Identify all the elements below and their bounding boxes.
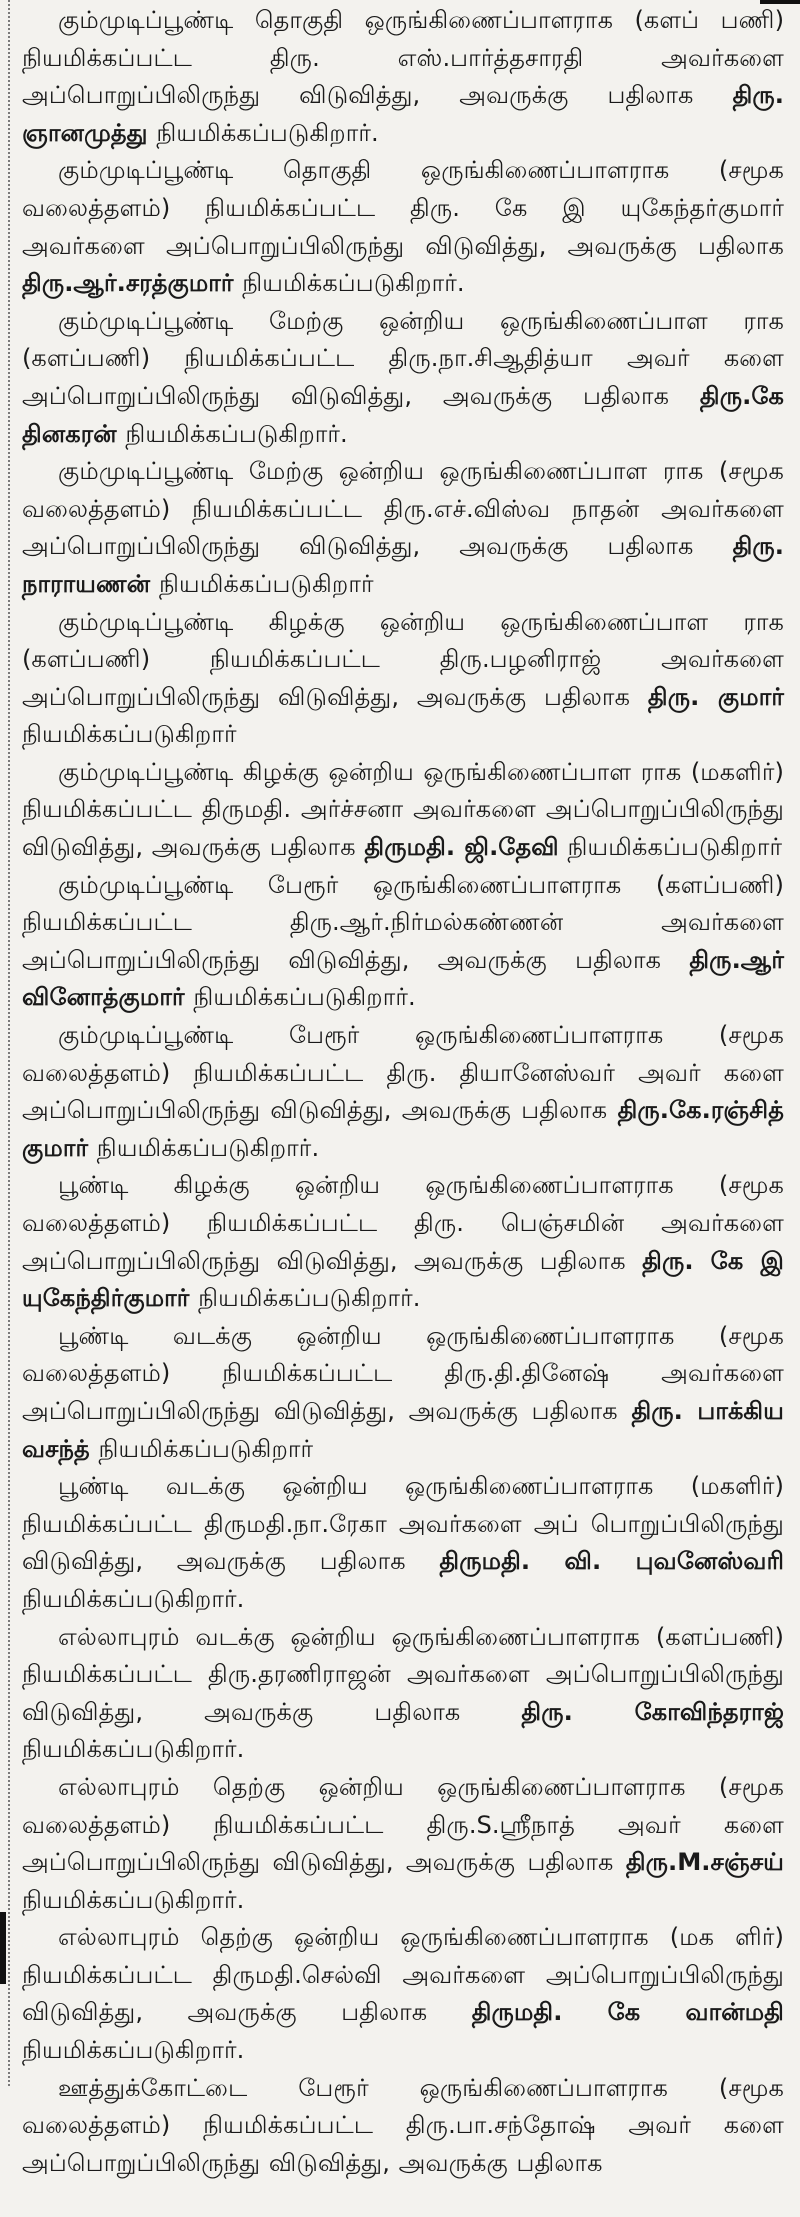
paragraph-text: ஊத்துக்கோட்டை பேரூர் ஒருங்கிணைப்பாளராக (சமூக வலைத்தளம்) நியமிக்கப்பட்ட திரு.பா.சந்தோஷ் அவர் களை அப்பொறுப்பிலிருந்து விடுவித்து, அவருக்கு பதிலாக	[22, 2073, 784, 2177]
paragraph-suffix: நியமிக்கப்படுகிறார்.	[22, 1584, 245, 1613]
paragraph-suffix: நியமிக்கப்படுகிறார்	[150, 569, 374, 598]
appointee-name: திரு. கே இ யுகேந்திர்குமார்	[22, 1246, 784, 1313]
paragraph	[22, 152, 784, 302]
paragraph-truncated	[22, 2070, 784, 2217]
appointee-name: திரு. கோவிந்தராஜ்	[521, 1697, 784, 1726]
paragraph-suffix: நியமிக்கப்படுகிறார்.	[184, 983, 416, 1012]
margin-mark	[0, 1912, 6, 1984]
appointee-name: திருமதி. ஜி.தேவி	[364, 833, 559, 862]
paragraph	[22, 1919, 784, 2069]
paragraph	[22, 303, 784, 453]
paragraph-text: கும்முடிப்பூண்டி மேற்கு ஒன்றிய ஒருங்கிணைப்பாள ராக (சமூக வலைத்தளம்) நியமிக்கப்பட்ட திரு.எச்.விஸ்வ நாதன் அவர்களை அப்பொறுப்பிலிருந்து விடுவித்து, அவருக்கு பதிலாக	[22, 457, 784, 561]
paragraph	[22, 1468, 784, 1618]
column-divider	[8, 0, 10, 2086]
paragraph-text: பூண்டி வடக்கு ஒன்றிய ஒருங்கிணைப்பாளராக (மகளிர்) நியமிக்கப்பட்ட திருமதி.நா.ரேகா அவர்களை அப் பொறுப்பிலிருந்து விடுவித்து, அவருக்கு பதிலாக	[22, 1472, 784, 1576]
appointee-name: திரு.M.சஞ்சய்	[625, 1848, 784, 1877]
paragraph-text: கும்முடிப்பூண்டி மேற்கு ஒன்றிய ஒருங்கிணைப்பாள ராக (களப்பணி) நியமிக்கப்பட்ட திரு.நா.சிஆதித்யா அவர் களை அப்பொறுப்பிலிருந்து விடுவித்து, அவருக்கு பதிலாக	[22, 306, 784, 410]
paragraph-text: கும்முடிப்பூண்டி கிழக்கு ஒன்றிய ஒருங்கிணைப்பாள ராக (மகளிர்) நியமிக்கப்பட்ட திருமதி. அர்ச்சனா அவர்களை அப்பொறுப்பிலிருந்து விடுவித்து, அவருக்கு பதிலாக	[22, 757, 784, 862]
paragraph	[22, 453, 784, 603]
paragraph	[22, 754, 784, 867]
paragraph-suffix: நியமிக்கப்படுகிறார்.	[233, 269, 465, 298]
appointee-name: திரு. நாராயணன்	[22, 532, 784, 598]
paragraph-suffix: நியமிக்கப்படுகிறார்.	[88, 1133, 320, 1162]
paragraph-suffix: நியமிக்கப்படுகிறார்.	[22, 2036, 245, 2065]
paragraph-suffix: நியமிக்கப்படுகிறார்.	[189, 1284, 421, 1313]
paragraph	[22, 604, 784, 754]
appointee-name: திருமதி. வி. புவனேஸ்வரி	[439, 1547, 784, 1576]
appointee-name: திரு. பாக்கிய வசந்த்	[22, 1396, 784, 1463]
paragraph	[22, 1167, 784, 1317]
paragraph-text: எல்லாபுரம் தெற்கு ஒன்றிய ஒருங்கிணைப்பாளராக (மக ளிர்) நியமிக்கப்பட்ட திருமதி.செல்வி அவர்களை அப்பொறுப்பிலிருந்து விடுவித்து, அவருக்கு பதிலாக	[22, 1923, 784, 2027]
paragraph-text: கும்முடிப்பூண்டி பேரூர் ஒருங்கிணைப்பாளராக (சமூக வலைத்தளம்) நியமிக்கப்பட்ட திரு. தியானேஸ்வர் அவர் களை அப்பொறுப்பிலிருந்து விடுவித்து, அவருக்கு பதிலாக	[22, 1021, 784, 1125]
paragraph-text: கும்முடிப்பூண்டி கிழக்கு ஒன்றிய ஒருங்கிணைப்பாள ராக (களப்பணி) நியமிக்கப்பட்ட திரு.பழனிராஜ் அவர்களை அப்பொறுப்பிலிருந்து விடுவித்து, அவருக்கு பதிலாக	[22, 607, 784, 711]
paragraph-text: எல்லாபுரம் தெற்கு ஒன்றிய ஒருங்கிணைப்பாளராக (சமூக வலைத்தளம்) நியமிக்கப்பட்ட திரு.S.ஸ்ரீநாத் அவர் களை அப்பொறுப்பிலிருந்து விடுவித்து, அவருக்கு பதிலாக	[22, 1772, 784, 1877]
appointee-name: திரு. ஞானமுத்து	[22, 81, 784, 147]
paragraph	[22, 1769, 784, 1919]
paragraph	[22, 2, 784, 152]
appointee-name: திரு. குமார்	[647, 682, 784, 711]
paragraph-suffix: நியமிக்கப்படுகிறார்.	[22, 1735, 245, 1764]
article-column	[22, 2, 784, 2217]
appointee-name: திரு.ஆர்.சரத்குமார்	[22, 269, 234, 298]
paragraph-suffix: நியமிக்கப்படுகிறார்	[558, 833, 783, 862]
paragraph-suffix: நியமிக்கப்படுகிறார்	[22, 720, 237, 749]
paragraph	[22, 867, 784, 1017]
paragraph-suffix: நியமிக்கப்படுகிறார்	[89, 1434, 314, 1463]
appointee-name: திருமதி. கே வான்மதி	[471, 1998, 784, 2027]
appointee-name: திரு.கே தினகரன்	[22, 381, 784, 448]
paragraph-text: கும்முடிப்பூண்டி தொகுதி ஒருங்கிணைப்பாளராக (களப் பணி) நியமிக்கப்பட்ட திரு. எஸ்.பார்த்தசாரதி அவர்களை அப்பொறுப்பிலிருந்து விடுவித்து, அவருக்கு பதிலாக	[22, 6, 784, 110]
paragraph-text: எல்லாபுரம் வடக்கு ஒன்றிய ஒருங்கிணைப்பாளராக (களப்பணி) நியமிக்கப்பட்ட திரு.தரணிராஜன் அவர்களை அப்பொறுப்பிலிருந்து விடுவித்து, அவருக்கு பதிலாக	[22, 1622, 784, 1726]
paragraph-suffix: நியமிக்கப்படுகிறார்.	[22, 1885, 245, 1914]
appointee-name: திரு.கே.ரஞ்சித் குமார்	[22, 1096, 784, 1162]
appointee-name: திரு.ஆர் வினோத்குமார்	[22, 945, 784, 1012]
paragraph	[22, 1318, 784, 1468]
paragraph-text: பூண்டி வடக்கு ஒன்றிய ஒருங்கிணைப்பாளராக (சமூக வலைத்தளம்) நியமிக்கப்பட்ட திரு.தி.தினேஷ் அவர்களை அப்பொறுப்பிலிருந்து விடுவித்து, அவருக்கு பதிலாக	[22, 1321, 784, 1425]
paragraph-text: கும்முடிப்பூண்டி தொகுதி ஒருங்கிணைப்பாளராக (சமூக வலைத்தளம்) நியமிக்கப்பட்ட திரு. கே இ யுகேந்தர்குமார் அவர்களை அப்பொறுப்பிலிருந்து விடுவித்து, அவருக்கு பதிலாக	[22, 156, 784, 260]
paragraph-suffix: நியமிக்கப்படுகிறார்.	[116, 419, 348, 448]
paragraph-suffix: நியமிக்கப்படுகிறார்.	[147, 118, 379, 147]
paragraph-text: கும்முடிப்பூண்டி பேரூர் ஒருங்கிணைப்பாளராக (களப்பணி) நியமிக்கப்பட்ட திரு.ஆர்.நிர்மல்கண்ணன் அவர்களை அப்பொறுப்பிலிருந்து விடுவித்து, அவருக்கு பதிலாக	[22, 870, 784, 974]
paragraph	[22, 1017, 784, 1167]
paragraph-text: பூண்டி கிழக்கு ஒன்றிய ஒருங்கிணைப்பாளராக (சமூக வலைத்தளம்) நியமிக்கப்பட்ட திரு. பெஞ்சமின் அவர்களை அப்பொறுப்பிலிருந்து விடுவித்து, அவருக்கு பதிலாக	[22, 1171, 784, 1275]
paragraph	[22, 1619, 784, 1769]
